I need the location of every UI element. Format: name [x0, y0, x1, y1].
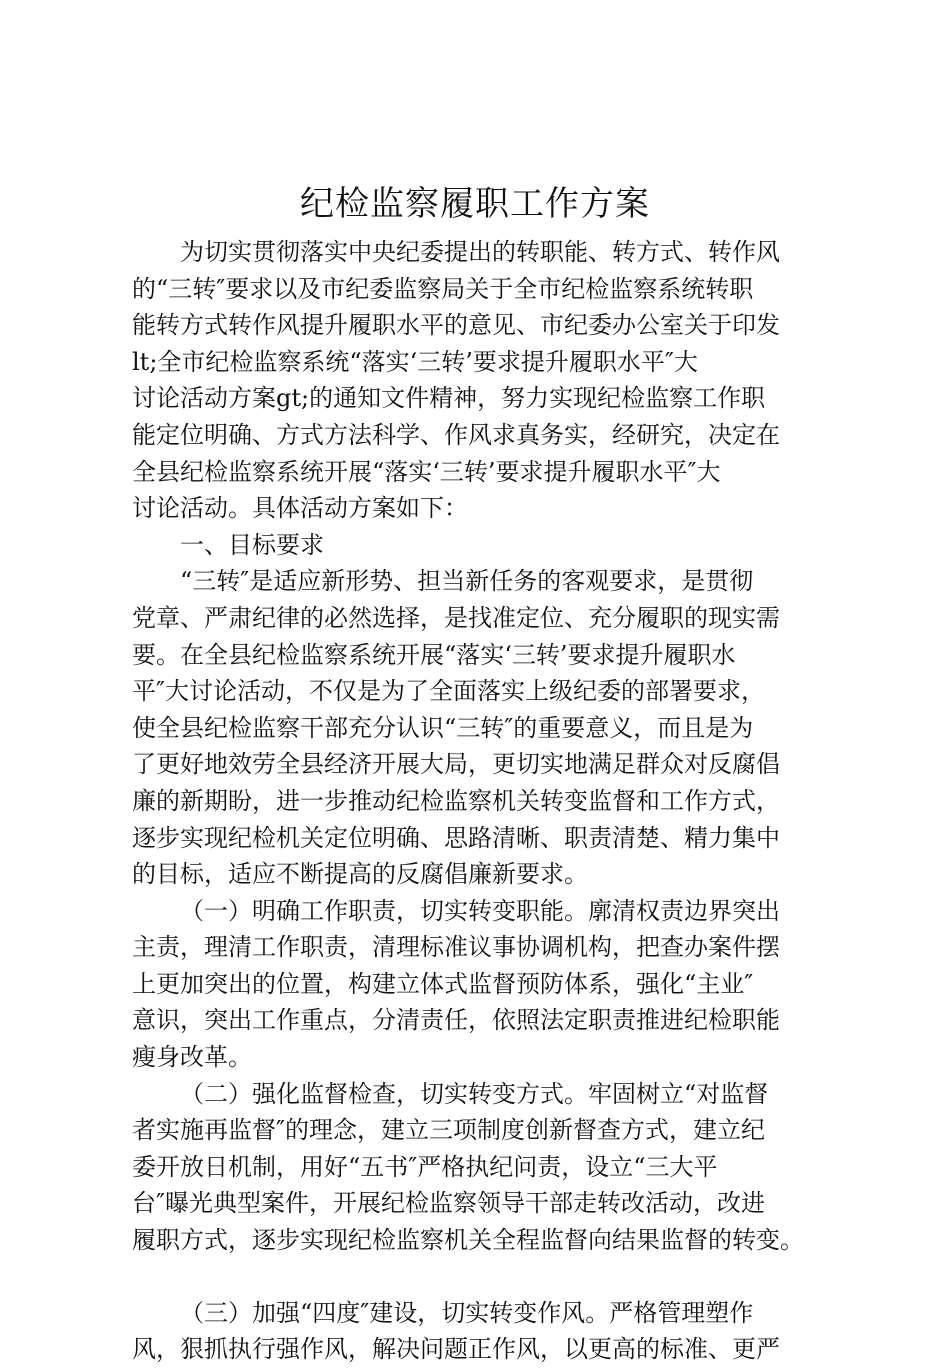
paragraph-spacer [132, 1259, 822, 1295]
paragraph-line: （二）强化监督检查，切实转变方式。牢固树立“对监督 [180, 1079, 769, 1108]
paragraph-line: 主责，理清工作职责，清理标准议事协调机构，把查办案件摆 [132, 933, 780, 962]
paragraph-line: 讨论活动方案gt;的通知文件精神，努力实现纪检监察工作职 [132, 384, 766, 413]
paragraph-line: 了更好地效劳全县经济开展大局，更切实地满足群众对反腐倡 [132, 750, 780, 779]
paragraph-line: 者实施再监督″的理念，建立三项制度创新督查方式，建立纪 [132, 1116, 765, 1145]
paragraph-line: 的目标，适应不断提高的反腐倡廉新要求。 [132, 860, 588, 889]
paragraph-line: 能定位明确、方式方法科学、作风求真务实，经研究，决定在 [132, 420, 780, 449]
paragraph-line: 意识，突出工作重点，分清责任，依照法定职责推进纪检职能 [132, 1006, 780, 1035]
paragraph-line: （三）加强“四度″建设，切实转变作风。严格管理塑作 [180, 1298, 754, 1327]
paragraph-line: 讨论活动。具体活动方案如下： [132, 494, 468, 523]
paragraph-line: 能转方式转作风提升履职水平的意见、市纪委办公室关于印发 [132, 311, 780, 340]
paragraph-line: 党章、严肃纪律的必然选择，是找准定位、充分履职的现实需 [132, 603, 780, 632]
paragraph-line: 廉的新期盼，进一步推动纪检监察机关转变监督和工作方式， [132, 786, 780, 815]
paragraph-line: 瘦身改革。 [132, 1043, 252, 1072]
section-heading: 一、目标要求 [180, 530, 324, 559]
paragraph-line: 平″大讨论活动，不仅是为了全面落实上级纪委的部署要求， [132, 677, 765, 706]
paragraph-line: 的“三转″要求以及市纪委监察局关于全市纪检监察系统转职 [132, 274, 754, 303]
paragraph-line: 使全县纪检监察干部充分认识“三转″的重要意义，而且是为 [132, 713, 754, 742]
paragraph-line: lt;全市纪检监察系统“落实‘三转’要求提升履职水平″大 [132, 347, 698, 376]
paragraph-line: 履职方式，逐步实现纪检监察机关全程监督向结果监督的转变。 [132, 1226, 804, 1255]
paragraph-line: 为切实贯彻落实中央纪委提出的转职能、转方式、转作风 [180, 238, 780, 266]
paragraph-line: 委开放日机制，用好“五书″严格执纪问责，设立“三大平 [132, 1152, 718, 1181]
paragraph-line: “三转″是适应新形势、担当新任务的客观要求，是贯彻 [180, 567, 754, 596]
paragraph-line: 全县纪检监察系统开展“落实‘三转’要求提升履职水平″大 [132, 457, 721, 486]
paragraph-line: （一）明确工作职责，切实转变职能。廓清权责边界突出 [180, 896, 780, 925]
paragraph-line: 风，狠抓执行强作风，解决问题正作风，以更高的标准、更严 [132, 1335, 780, 1364]
paragraph-line: 要。在全县纪检监察系统开展“落实‘三转’要求提升履职水 [132, 640, 736, 669]
paragraph-line: 台″曝光典型案件，开展纪检监察领导干部走转改活动，改进 [132, 1189, 765, 1218]
paragraph-line: 逐步实现纪检机关定位明确、思路清晰、职责清楚、精力集中 [132, 823, 780, 852]
document-title: 纪检监察履职工作方案 [300, 184, 650, 224]
paragraph-line: 上更加突出的位置，构建立体式监督预防体系，强化“主业″ [132, 969, 754, 998]
document-body [132, 234, 822, 1368]
